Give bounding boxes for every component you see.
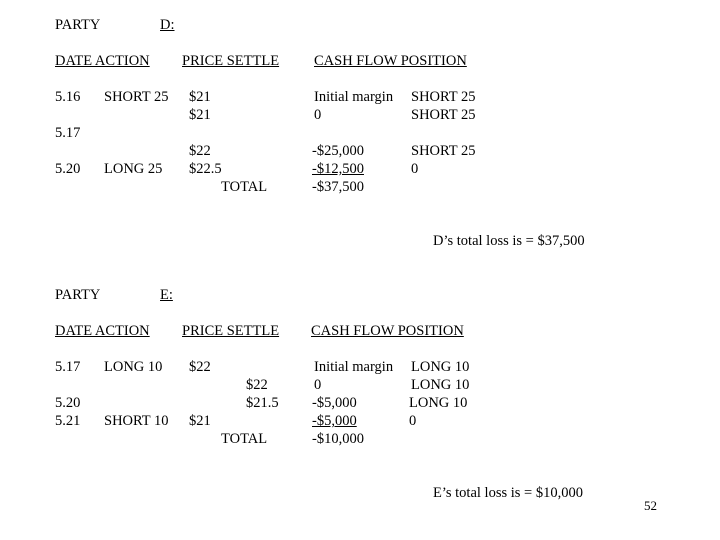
e-row3-cash: -$5,000	[312, 395, 357, 411]
e-header-date-action: DATE ACTION	[55, 323, 150, 339]
e-summary: E’s total loss is = $10,000	[433, 485, 583, 501]
e-header-cash-flow-position: CASH FLOW POSITION	[311, 323, 464, 339]
e-row1-price: $22	[189, 359, 211, 375]
e-row2-settle: $22	[246, 377, 268, 393]
d-row1-position: SHORT 25	[411, 89, 476, 105]
d-header-date-action: DATE ACTION	[55, 53, 150, 69]
party-e-name: E:	[160, 287, 173, 303]
e-row4-cash: -$5,000	[312, 413, 357, 429]
e-row3-settle: $21.5	[246, 395, 279, 411]
d-total-label: TOTAL	[221, 179, 268, 195]
party-d-name: D:	[160, 17, 175, 33]
d-row1-settle: $21	[189, 107, 211, 123]
d-row1-price: $21	[189, 89, 211, 105]
e-row3-date: 5.20	[55, 395, 81, 411]
e-row4-action: SHORT 10	[104, 413, 169, 429]
d-row3-price: $22.5	[189, 161, 222, 177]
d-row1-position-b: SHORT 25	[411, 107, 476, 123]
page-number: 52	[644, 498, 657, 513]
party-d-label: PARTY	[55, 17, 101, 33]
d-total-cash: -$37,500	[312, 179, 364, 195]
e-row3-position: LONG 10	[409, 395, 468, 411]
party-e-label: PARTY	[55, 287, 101, 303]
d-row1-date: 5.16	[55, 89, 81, 105]
e-row1-action: LONG 10	[104, 359, 163, 375]
e-header-price-settle: PRICE SETTLE	[182, 323, 280, 339]
e-row2-position: LONG 10	[411, 377, 470, 393]
d-row1-action: SHORT 25	[104, 89, 169, 105]
e-row1-position: LONG 10	[411, 359, 470, 375]
e-row4-price: $21	[189, 413, 211, 429]
e-total-cash: -$10,000	[312, 431, 364, 447]
e-row4-date: 5.21	[55, 413, 81, 429]
d-row3-position: 0	[411, 161, 419, 177]
d-row2-date: 5.17	[55, 125, 81, 141]
d-row3-action: LONG 25	[104, 161, 163, 177]
e-total-label: TOTAL	[221, 431, 268, 447]
d-row3-date: 5.20	[55, 161, 81, 177]
d-summary: D’s total loss is = $37,500	[433, 233, 585, 249]
d-row2-position: SHORT 25	[411, 143, 476, 159]
d-row2-price: $22	[189, 143, 211, 159]
d-row2-cash: -$25,000	[312, 143, 364, 159]
e-row2-cash: 0	[314, 377, 322, 393]
e-row4-position: 0	[409, 413, 417, 429]
e-row1-date: 5.17	[55, 359, 81, 375]
d-row1-cash-b: 0	[314, 107, 322, 123]
d-row1-cash: Initial margin	[314, 89, 394, 105]
d-row3-cash: -$12,500	[312, 161, 364, 177]
d-header-price-settle: PRICE SETTLE	[182, 53, 280, 69]
e-row1-cash: Initial margin	[314, 359, 394, 375]
d-header-cash-flow-position: CASH FLOW POSITION	[314, 53, 467, 69]
